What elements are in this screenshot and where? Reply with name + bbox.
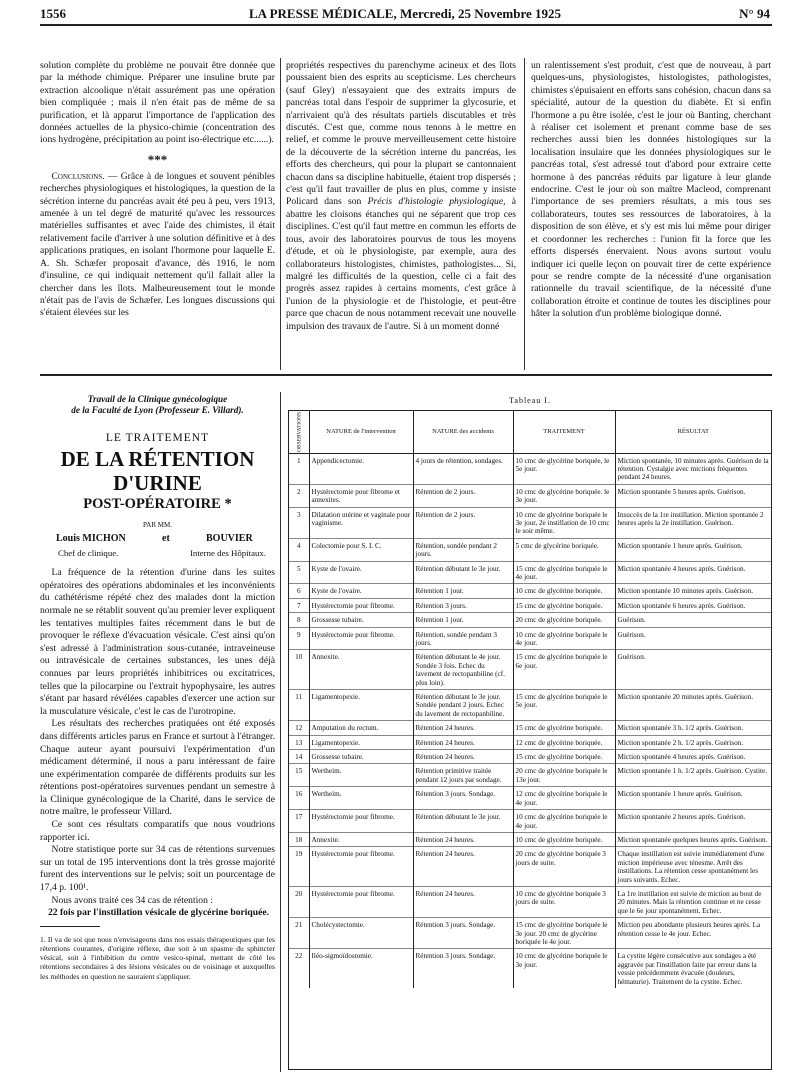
table-body: [289, 453, 771, 988]
table-row: [289, 721, 771, 735]
accidents-cell: Rétention de 2 jours.: [413, 507, 513, 538]
resultat-cell: Miction spontanée 5 heures après. Guérison.: [615, 484, 771, 507]
traitement-cell: 20 cmc de glycérine boriquée 3 jours de suite.: [513, 847, 615, 887]
traitement-cell: 20 cmc de glycérine boriquée.: [513, 613, 615, 627]
byline-par: PAR MM.: [143, 520, 172, 529]
credit-line: Travail de la Clinique gynécologique: [87, 394, 228, 404]
paragraph: Ce sont ces résultats comparatifs que nous voudrions rapporter ici.: [40, 819, 275, 843]
table-row: [289, 598, 771, 612]
intervention-cell: Hystérectomie pour fibrome.: [309, 886, 413, 917]
obs-number: 15: [289, 764, 309, 787]
col-header-resultat: RÉSULTAT: [615, 411, 771, 453]
resultat-cell: Miction spontanée 2 heures après. Guérison.: [615, 810, 771, 833]
obs-number: 7: [289, 598, 309, 612]
table-row: [289, 847, 771, 887]
traitement-cell: 10 cmc de glycérine boriquée le 4e jour.: [513, 627, 615, 650]
table-row: [289, 810, 771, 833]
traitement-cell: 15 cmc de glycérine boriquée le 5e jour.: [513, 690, 615, 721]
text-run: , à abattre les cloisons étanches qui ne séparent que trop ces disciplines. C'est qu'il faut mettre en commun les efforts de tous, avoir des laboratoires pourvus de tous les moyens d'étude, et où le physiologiste, par exemple, aura des collaborateurs histologistes, chimistes, pathologistes... Si, malgré les difficultés de la question, celle ci a fait des progrès assez rapides à certains moments, c'est grâce à l'union de la physiologie et de l'histologie, et peut-être parce que chacun de nous notamment recevait une nouvelle impulsion des travaux de l'autre. Si à un moment donné: [286, 196, 516, 332]
col-header-intervention: NATURE de l'intervention: [309, 411, 413, 453]
accidents-cell: Rétention 24 heures.: [413, 750, 513, 764]
journal-title: LA PRESSE MÉDICALE, Mercredi, 25 Novembre 1925: [249, 6, 561, 21]
resultat-cell: Guérison.: [615, 627, 771, 650]
table-row: [289, 735, 771, 749]
intervention-cell: Dilatation utérine et vaginale pour vaginisme.: [309, 507, 413, 538]
resultat-cell: Miction spontanée, 10 minutes après. Guérison de la rétention. Cystalgie avec mictions fréquentes pendant 24 heures.: [617, 456, 769, 482]
resultat-cell: Miction spontanée 4 heures après. Guérison.: [615, 561, 771, 584]
accidents-cell: Rétention, sondée pendant 2 jours.: [413, 538, 513, 561]
intervention-cell: Ligamentopexie.: [309, 690, 413, 721]
traitement-cell: 15 cmc de glycérine boriquée.: [513, 750, 615, 764]
intervention-cell: Annexite.: [309, 650, 413, 690]
paragraph: Nous avons traité ces 34 cas de rétention :: [51, 894, 213, 906]
author-1: Louis MICHON: [56, 533, 126, 545]
resultat-cell: Miction spontanée 3 h. 1/2 après. Guérison.: [615, 721, 771, 735]
book-title: Précis d'histologie physiologique: [367, 196, 504, 208]
paragraph: Les résultats des recherches pratiquées ont été exposés dans différents articles parus en France et surtout à l'étranger. Chaque auteur ayant poursuivi l'expérimentation d'un médicament déterminé, il nous a paru intéressant de faire une expérimentation comparée de différents produits sur les rétentions post-opératoires survenues pendant un semestre à la Clinique gynécologique de la Charité, dans le service de notre maître, le professeur Villard.: [40, 718, 275, 818]
accidents-cell: Rétention 24 heures.: [413, 832, 513, 846]
resultat-cell: Miction spontanée 4 heures après. Guérison.: [615, 750, 771, 764]
column-rule: [524, 58, 525, 370]
article-pretitle: LE TRAITEMENT: [105, 432, 210, 444]
article: [40, 394, 275, 981]
paragraph: La fréquence de la rétention d'urine dans les suites opératoires des opérations abdominales et les inconvénients du cathétérisme répété chez des malades dont la miction normale ne se rétablit souvent qu'au premier lever expliquent les tentatives multiples faites récemment dans le but de provoquer le réflexe d'évacuation vésicale. C'est ainsi qu'on s'est adressé à l'administration sous-cutanée, intraveineuse ou intravésicale de certaines substances, les unes déjà connues par leurs propriétés inhibitrices ou excitatrices, telles que la pilocarpine ou l'extrait hypophysaire, les autres s'étant par hasard révélées capables d'exercer une action sur la musculature vésicale, c'est le cas de l'urotropine.: [40, 567, 275, 717]
top-column-2: [286, 60, 516, 333]
intervention-cell: Hystérectomie pour fibrome.: [309, 810, 413, 833]
accidents-cell: Rétention débutant le 3e jour. Sondée pendant 2 jours. Echec du lavement de rectopanbiline.: [413, 690, 513, 721]
col-header-traitement: TRAITEMENT: [513, 411, 615, 453]
traitement-cell: 12 cmc de glycérine boriquée le 4e jour.: [513, 787, 615, 810]
col-header-accidents: NATURE des accidents: [413, 411, 513, 453]
obs-number: 22: [289, 949, 309, 988]
treatment-count: 22 fois par l'instillation vésicale de glycérine boriquée.: [48, 907, 269, 919]
table-row: [289, 787, 771, 810]
section-rule: [40, 374, 772, 376]
obs-number: 18: [289, 832, 309, 846]
paragraph: solution complète du problème ne pouvait être donnée que par la méthode chimique. Préparer une insuline brute par extraction alcoolique n'était assurément pas une opération bien compliquée ; mais il n'en était pas de même de sa purification, et là apparut l'importance de l'application des données actuelles de la physico-chimie (concentration des ions hydrogène, précipitation au point iso-électrique etc......).: [40, 60, 275, 146]
resultat-cell: Chaque instillation est suivie immédiatement d'une miction impérieuse avec ténesme. Arrêt des instillations. La rétention cesse spontanément les jours suivants. Echec.: [615, 847, 771, 887]
accidents-cell: 4 jours de rétention, sondages.: [413, 453, 513, 484]
resultat-cell: Miction peu abondante plusieurs heures après. La rétention cesse le 4e jour. Echec.: [615, 918, 771, 949]
accidents-cell: Rétention 24 heures.: [413, 886, 513, 917]
top-column-3: [531, 60, 771, 321]
traitement-cell: 15 cmc de glycérine boriquée le 4e jour.: [513, 561, 615, 584]
obs-number: 14: [289, 750, 309, 764]
table-row: [289, 750, 771, 764]
running-header: [40, 6, 770, 24]
table-row: [289, 627, 771, 650]
intervention-cell: Kyste de l'ovaire.: [309, 561, 413, 584]
intervention-cell: Amputation du rectum.: [309, 721, 413, 735]
intervention-cell: Appendicectomie.: [309, 453, 413, 484]
table-title: Tableau I.: [509, 396, 551, 405]
accidents-cell: Rétention de 2 jours.: [413, 484, 513, 507]
obs-number: 10: [289, 650, 309, 690]
traitement-cell: 10 cmc de glycérine boriquée le 3e jour.: [513, 949, 615, 988]
table-row: [289, 484, 771, 507]
table-row: [289, 584, 771, 598]
accidents-cell: Rétention 24 heures.: [413, 847, 513, 887]
intervention-cell: Hystérectomie pour fibrome et annexites.: [309, 484, 413, 507]
obs-number: 21: [289, 918, 309, 949]
authors: [40, 533, 275, 567]
resultat-cell: Miction spontanée 1 heure après. Guérison.: [615, 787, 771, 810]
accidents-cell: Rétention 3 jours.: [413, 598, 513, 612]
resultat-cell: La 1re instillation est suivie de miction au bout de 20 minutes. Mais la rétention continue et ne cesse que le 6e jour spontanément. Echec.: [615, 886, 771, 917]
obs-number: 20: [289, 886, 309, 917]
accidents-cell: Rétention débutant le 3e jour.: [413, 810, 513, 833]
obs-number: 4: [289, 538, 309, 561]
article-subtitle: POST-OPÉRATOIRE *: [83, 495, 232, 512]
intervention-cell: Wertheim.: [309, 764, 413, 787]
accidents-cell: Rétention débutant le 4e jour. Sondée 3 fois. Echec du lavement de rectopanbiline (cf. plus loin).: [413, 650, 513, 690]
obs-number: 11: [289, 690, 309, 721]
resultat-cell: Miction spontanée 10 minutes après. Guérison.: [615, 584, 771, 598]
resultat-cell: Miction spontanée 6 heures après. Guérison.: [615, 598, 771, 612]
accidents-cell: Rétention primitive traitée pendant 12 jours par sondage.: [413, 764, 513, 787]
column-rule: [280, 392, 281, 1072]
intervention-cell: Wertheim.: [309, 787, 413, 810]
intervention-cell: Iléo-sigmoïdostomie.: [309, 949, 413, 988]
table-row: [289, 650, 771, 690]
paragraph: [40, 171, 275, 320]
table-row: [289, 886, 771, 917]
resultat-cell: Miction spontanée 2 h. 1/2 après. Guérison.: [615, 735, 771, 749]
intervention-cell: Kyste de l'ovaire.: [309, 584, 413, 598]
article-title: DE LA RÉTENTION D'URINE: [60, 446, 255, 495]
column-rule: [280, 58, 281, 370]
results-table-frame: [288, 410, 772, 1070]
obs-number: 8: [289, 613, 309, 627]
header-rule: [40, 24, 772, 26]
obs-number: 13: [289, 735, 309, 749]
table-row: [289, 949, 771, 988]
traitement-cell: 10 cmc de glycérine boriquée.: [513, 832, 615, 846]
obs-number: 19: [289, 847, 309, 887]
intervention-cell: Hystérectomie pour fibrome.: [309, 627, 413, 650]
accidents-cell: Rétention 3 jours. Sondage.: [413, 918, 513, 949]
article-body: [40, 567, 275, 920]
author-1-role: Chef de clinique.: [58, 548, 119, 559]
results-table: [289, 411, 771, 988]
obs-number: 12: [289, 721, 309, 735]
intervention-cell: Grossesse tubaire.: [309, 613, 413, 627]
accidents-cell: Rétention 1 jour.: [413, 613, 513, 627]
accidents-cell: Rétention 1 jour.: [413, 584, 513, 598]
traitement-cell: 12 cmc de glycérine boriquée.: [513, 735, 615, 749]
paragraph: un ralentissement s'est produit, c'est que de nouveau, à part quelques-uns, physiologistes, histologistes, pathologistes, chimistes s'épuisaient en efforts sans cohésion, chacun dans sa spécialité, autour de la question du diabète. Et si enfin l'hormone a pu être isolée, c'est le jour où Banting, cherchant à réaliser cet isolement et prenant comme base de ses recherches aussi bien les données histologiques sur la localisation insulaire que les données physiologiques sur le pancréas total, s'est adressé tout d'abord pour extraire cette hormone à des pancréas réduits par ligature à leur glande endocrine. C'est le jour où son maître Macleod, comprenant l'importance de ses premiers résultats, a mis tous ses collaborateurs, toutes ses ressources de laboratoires, à la disposition de son élève, et s'y est mis lui même pour diriger et coordonner les recherches : l'union fit la force que les efforts dispersés énervaient. Nous avons surtout voulu indiquer ici quelle leçon on pouvait tirer de cette expérience pour se rendre compte de la nécessité d'une organisation rationnelle du travail scientifique, de la nécessité d'une collaboration étroite et continue de toutes les disciplines pour hâter la solution d'un problème biologique donné.: [531, 60, 771, 320]
traitement-cell: 15 cmc de glycérine boriquée.: [513, 598, 615, 612]
traitement-cell: 15 cmc de glycérine boriquée le 6e jour.: [513, 650, 615, 690]
traitement-cell: 15 cmc de glycérine boriquée.: [513, 721, 615, 735]
resultat-cell: Miction spontanée quelques heures après. Guérison.: [615, 832, 771, 846]
intervention-cell: Annexite.: [309, 832, 413, 846]
traitement-cell: 10 cmc de glycérine boriquée le 3e jour, 2e instillation de 10 cmc le soir même.: [513, 507, 615, 538]
footnote-rule: [40, 926, 100, 927]
top-column-1: [40, 60, 275, 320]
obs-number: 9: [289, 627, 309, 650]
text-run: propriétés respectives du parenchyme acineux et des îlots poussaient bien des esprits au scepticisme. Les chercheurs (sauf Gley) n'essayaient que des extraits impurs de pancréas total dans l'espoir de supprimer la glycosurie, et n'arrivaient qu'à des résultats partiels discutables et très discutés. C'est que, comme nous tenons à le mettre en relief, et comme le prouve merveilleusement cette histoire de la découverte de la sécrétion interne du pancréas, les efforts des chercheurs, qui pour la plupart se cantonnaient chacun dans sa discipline habituelle, étaient trop dispersés ; c'est qu'il faut travailler de plus en plus, comme y insiste Policard dans son: [286, 60, 516, 208]
resultat-cell: Guérison.: [615, 650, 771, 690]
table-row: [289, 613, 771, 627]
intervention-cell: Hystérectomie pour fibrome.: [309, 847, 413, 887]
intervention-cell: Hystérectomie pour fibrome.: [309, 598, 413, 612]
resultat-cell: Miction spontanée 1 h. 1/2 après. Guérison. Cystite.: [615, 764, 771, 787]
clinic-credit: [40, 394, 275, 416]
table-row: [289, 538, 771, 561]
author-2: BOUVIER: [206, 533, 253, 545]
obs-number: 6: [289, 584, 309, 598]
accidents-cell: Rétention 3 jours. Sondage.: [413, 787, 513, 810]
obs-number: 1: [289, 453, 309, 484]
issue-number: N° 94: [739, 6, 770, 21]
traitement-cell: 10 cmc de glycérine boriquée. le 3e jour.: [513, 484, 615, 507]
traitement-cell: 10 cmc de glycérine boriquée, le 5e jour.: [513, 453, 615, 484]
resultat-cell: Insuccès de la 1re instillation. Miction spontanée 2 heures après la 2e instillation. Guérison.: [615, 507, 771, 538]
credit-line: de la Faculté de Lyon (Professeur E. Villard).: [71, 405, 244, 415]
table-row: [289, 918, 771, 949]
conclusions-label: Conclusions.: [51, 170, 105, 182]
paragraph: Notre statistique porte sur 34 cas de rétentions survenues sur un total de 195 interventions dont la très grosse majorité furent des interventions sur le pelvis; soit un pourcentage de 17,4 p. 100¹.: [40, 844, 275, 894]
traitement-cell: 10 cmc de glycérine boriquée.: [513, 584, 615, 598]
obs-number: 5: [289, 561, 309, 584]
resultat-cell: Guérison.: [615, 613, 771, 627]
table-row: [289, 832, 771, 846]
page-number: 1556: [40, 6, 66, 21]
resultat-cell: La cystite légère consécutive aux sondages a été aggravée par l'instillation faite par erreur dans la vessie précédemment évacuée (douleurs, hématurie). Traitement de la cystite. Echec.: [615, 949, 771, 988]
intervention-cell: Grossesse tubaire.: [309, 750, 413, 764]
accidents-cell: Rétention 3 jours. Sondage.: [413, 949, 513, 988]
table-row: [289, 561, 771, 584]
paragraph: [286, 60, 516, 333]
obs-number: 16: [289, 787, 309, 810]
traitement-cell: 10 cmc de glycérine boriquée 3 jours de suite.: [513, 886, 615, 917]
section-ornament: ***: [147, 151, 168, 167]
obs-number: 3: [289, 507, 309, 538]
traitement-cell: 15 cmc de glycérine boriquée le 3e jour. 20 cmc de glycérine boriquée le 4e jour.: [513, 918, 615, 949]
footnote: 1. Il va de soi que nous n'envisageons dans nos essais thérapeutiques que les rétentions courantes, d'origine réflexe, due soit à un spasme du sphincter vésical, soit à l'inhibition du centre vesico-spinal, mettant de côté les rétentions secondaires à des lésions vésicales ou de voisinage et auxquelles les méthodes en question ne sauraient s'appliquer.: [40, 934, 275, 981]
col-header-obs: OBSERVATIONS: [289, 411, 309, 453]
resultat-cell: Miction spontanée 20 minutes après. Guérison.: [615, 690, 771, 721]
conclusions-text: — Grâce à de longues et souvent pénibles recherches physiologiques et histologiques, la question de la sécrétion interne du pancréas avait été peu à peu, vers 1913, amenée à un tel degré de maturité qu'avec les ressources matérielles suffisantes et avec l'aide des chimistes, il était relativement facile d'arriver à une solution définitive et à des applications pratiques, en isolant l'hormone pour laquelle E. A. Sh. Schæfer proposait d'avance, dès 1916, le nom d'insuline, ce qui indiquait nettement qu'il fallait aller la chercher dans les îlots. Malheureusement tout le monde n'était pas de l'avis de Schæfer. Les longues discussions qui s'étaient élevées sur les: [40, 170, 275, 319]
traitement-cell: 5 cmc de glycérine boriquée.: [513, 538, 615, 561]
intervention-cell: Colectomie pour S. I. C.: [309, 538, 413, 561]
table-row: [289, 453, 771, 484]
table-row: [289, 507, 771, 538]
traitement-cell: 20 cmc de glycérine boriquée le 13e jour.: [513, 764, 615, 787]
accidents-cell: Rétention, sondée pendant 3 jours.: [413, 627, 513, 650]
accidents-cell: Rétention 24 heures.: [413, 721, 513, 735]
intervention-cell: Ligamentopexie.: [309, 735, 413, 749]
author-2-role: Interne des Hôpitaux.: [190, 548, 266, 559]
obs-number: 2: [289, 484, 309, 507]
resultat-cell: Miction spontanée 1 heure après. Guérison.: [615, 538, 771, 561]
accidents-cell: Rétention 24 heures.: [413, 735, 513, 749]
author-conjunction: et: [162, 533, 170, 545]
traitement-cell: 10 cmc de glycérine boriquée le 4e jour.: [513, 810, 615, 833]
accidents-cell: Rétention débutant le 3e jour.: [413, 561, 513, 584]
obs-number: 17: [289, 810, 309, 833]
table-header-row: [289, 411, 771, 453]
table-row: [289, 764, 771, 787]
table-row: [289, 690, 771, 721]
intervention-cell: Cholécystectomie.: [309, 918, 413, 949]
